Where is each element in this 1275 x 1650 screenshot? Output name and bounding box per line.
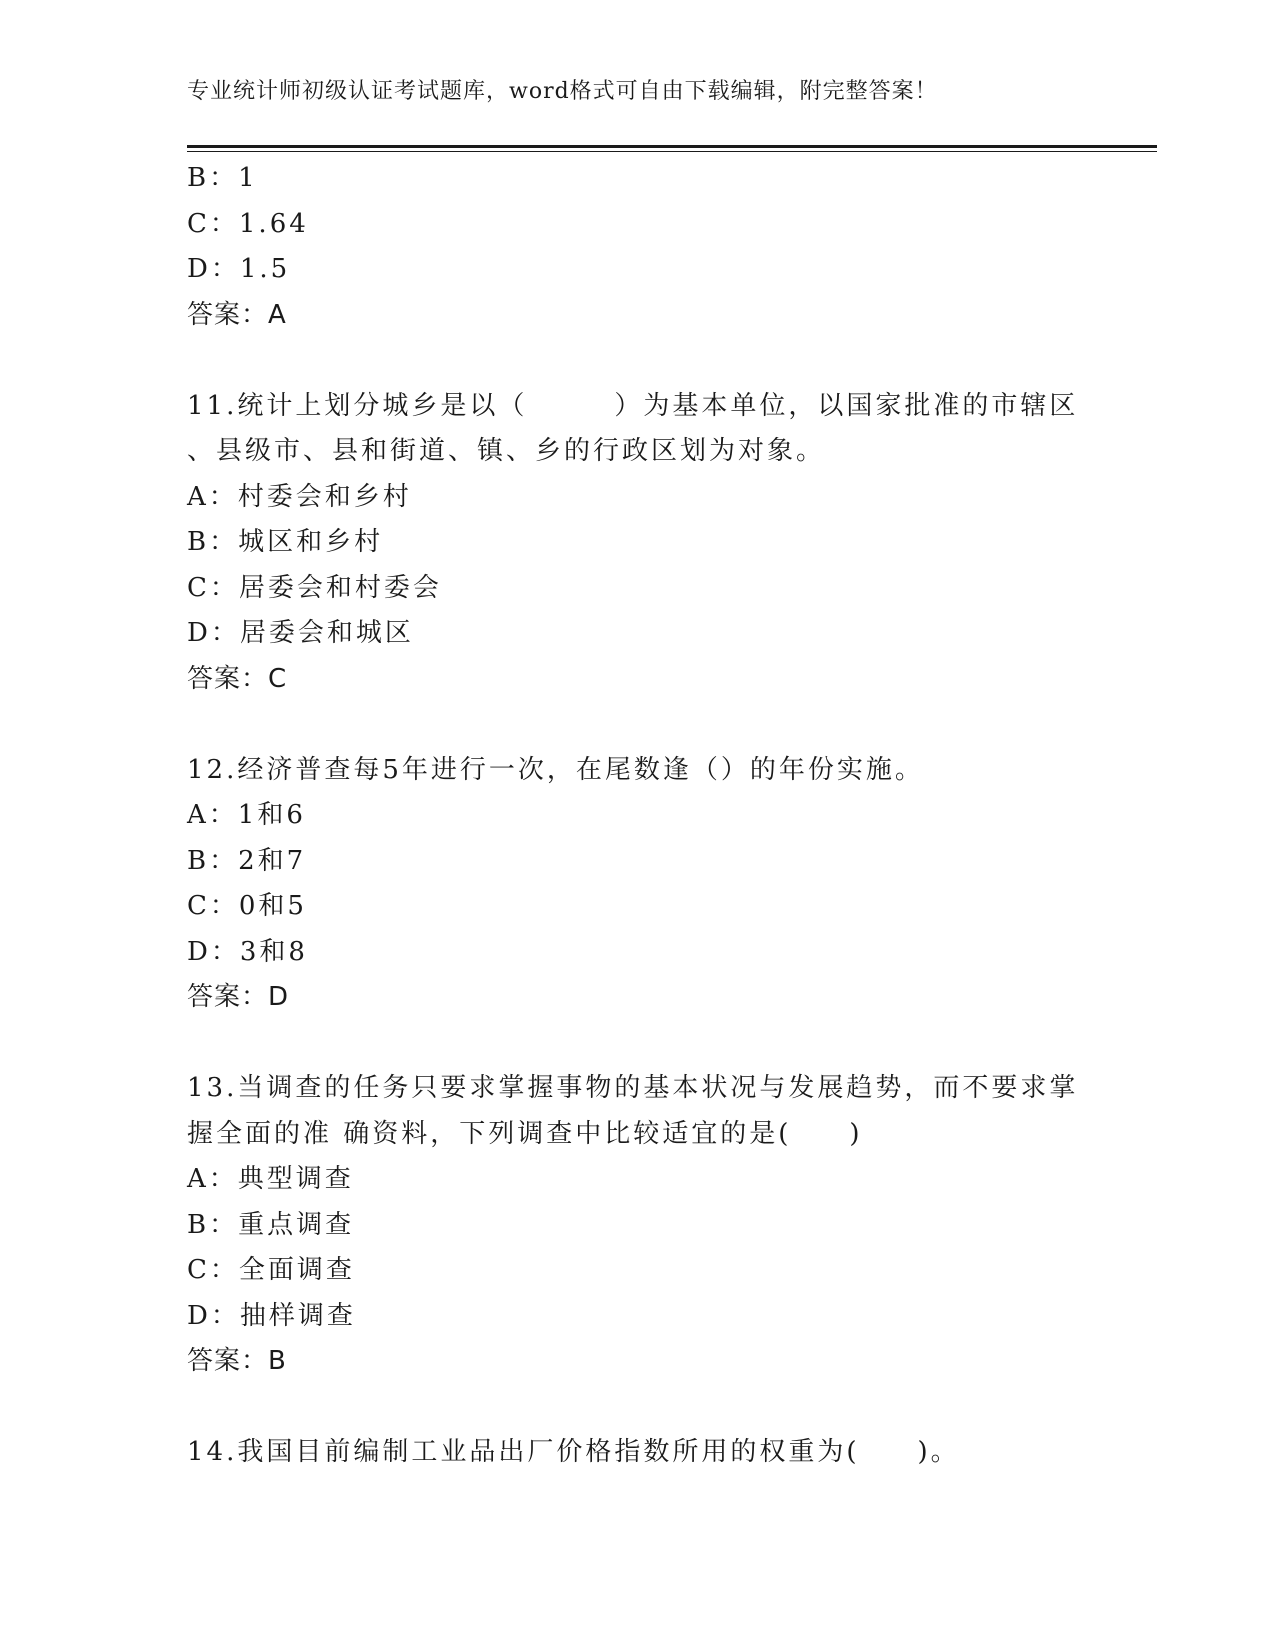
question-13	[187, 1066, 1159, 1385]
header-rule-thin	[187, 151, 1157, 152]
spacer	[187, 1021, 1159, 1067]
page-header: 专业统计师初级认证考试题库，word格式可自由下载编辑，附完整答案！	[187, 79, 938, 104]
option-c: C：1.64	[187, 208, 309, 239]
spacer	[187, 1385, 1159, 1431]
option-c: C：全面调查	[187, 1255, 355, 1285]
question-14	[187, 1430, 1159, 1476]
option-b: B：1	[187, 163, 258, 193]
option-a: A：1和6	[187, 800, 306, 830]
option-a: A：村委会和乡村	[187, 481, 412, 512]
option-c: C：居委会和村委会	[187, 572, 442, 603]
question-text-line: 、县级市、县和街道、镇、乡的行政区划为对象。	[187, 436, 826, 466]
option-d: D：3和8	[187, 936, 308, 967]
answer-line: 答案：C	[187, 663, 288, 694]
prev-question-block	[187, 156, 1159, 338]
question-text-line: 13.当调查的任务只要求掌握事物的基本状况与发展趋势，而不要求掌	[187, 1073, 1079, 1103]
question-text-line: 14.我国目前编制工业品出厂价格指数所用的权重为( )。	[187, 1437, 960, 1467]
option-d: D：居委会和城区	[187, 618, 414, 648]
option-c: C：0和5	[187, 891, 307, 921]
question-text-line: 11.统计上划分城乡是以（ ）为基本单位，以国家批准的市辖区	[187, 390, 1079, 421]
option-b: B：重点调查	[187, 1209, 355, 1240]
answer-line: 答案：D	[187, 982, 290, 1012]
option-d: D：1.5	[187, 254, 291, 284]
header-rule-thick	[187, 145, 1157, 148]
answer-line: 答案：A	[187, 299, 287, 330]
option-b: B：2和7	[187, 845, 307, 876]
question-content	[187, 156, 1159, 1476]
question-text-line: 握全面的准 确资料，下列调查中比较适宜的是( )	[187, 1118, 863, 1149]
option-b: B：城区和乡村	[187, 527, 384, 557]
option-d: D：抽样调查	[187, 1300, 356, 1331]
spacer	[187, 338, 1159, 384]
question-text-line: 12.经济普查每5年进行一次，在尾数逢（）的年份实施。	[187, 754, 924, 785]
question-12	[187, 748, 1159, 1021]
question-11	[187, 384, 1159, 703]
option-a: A：典型调查	[187, 1164, 354, 1194]
spacer	[187, 702, 1159, 748]
answer-line: 答案：B	[187, 1346, 287, 1376]
